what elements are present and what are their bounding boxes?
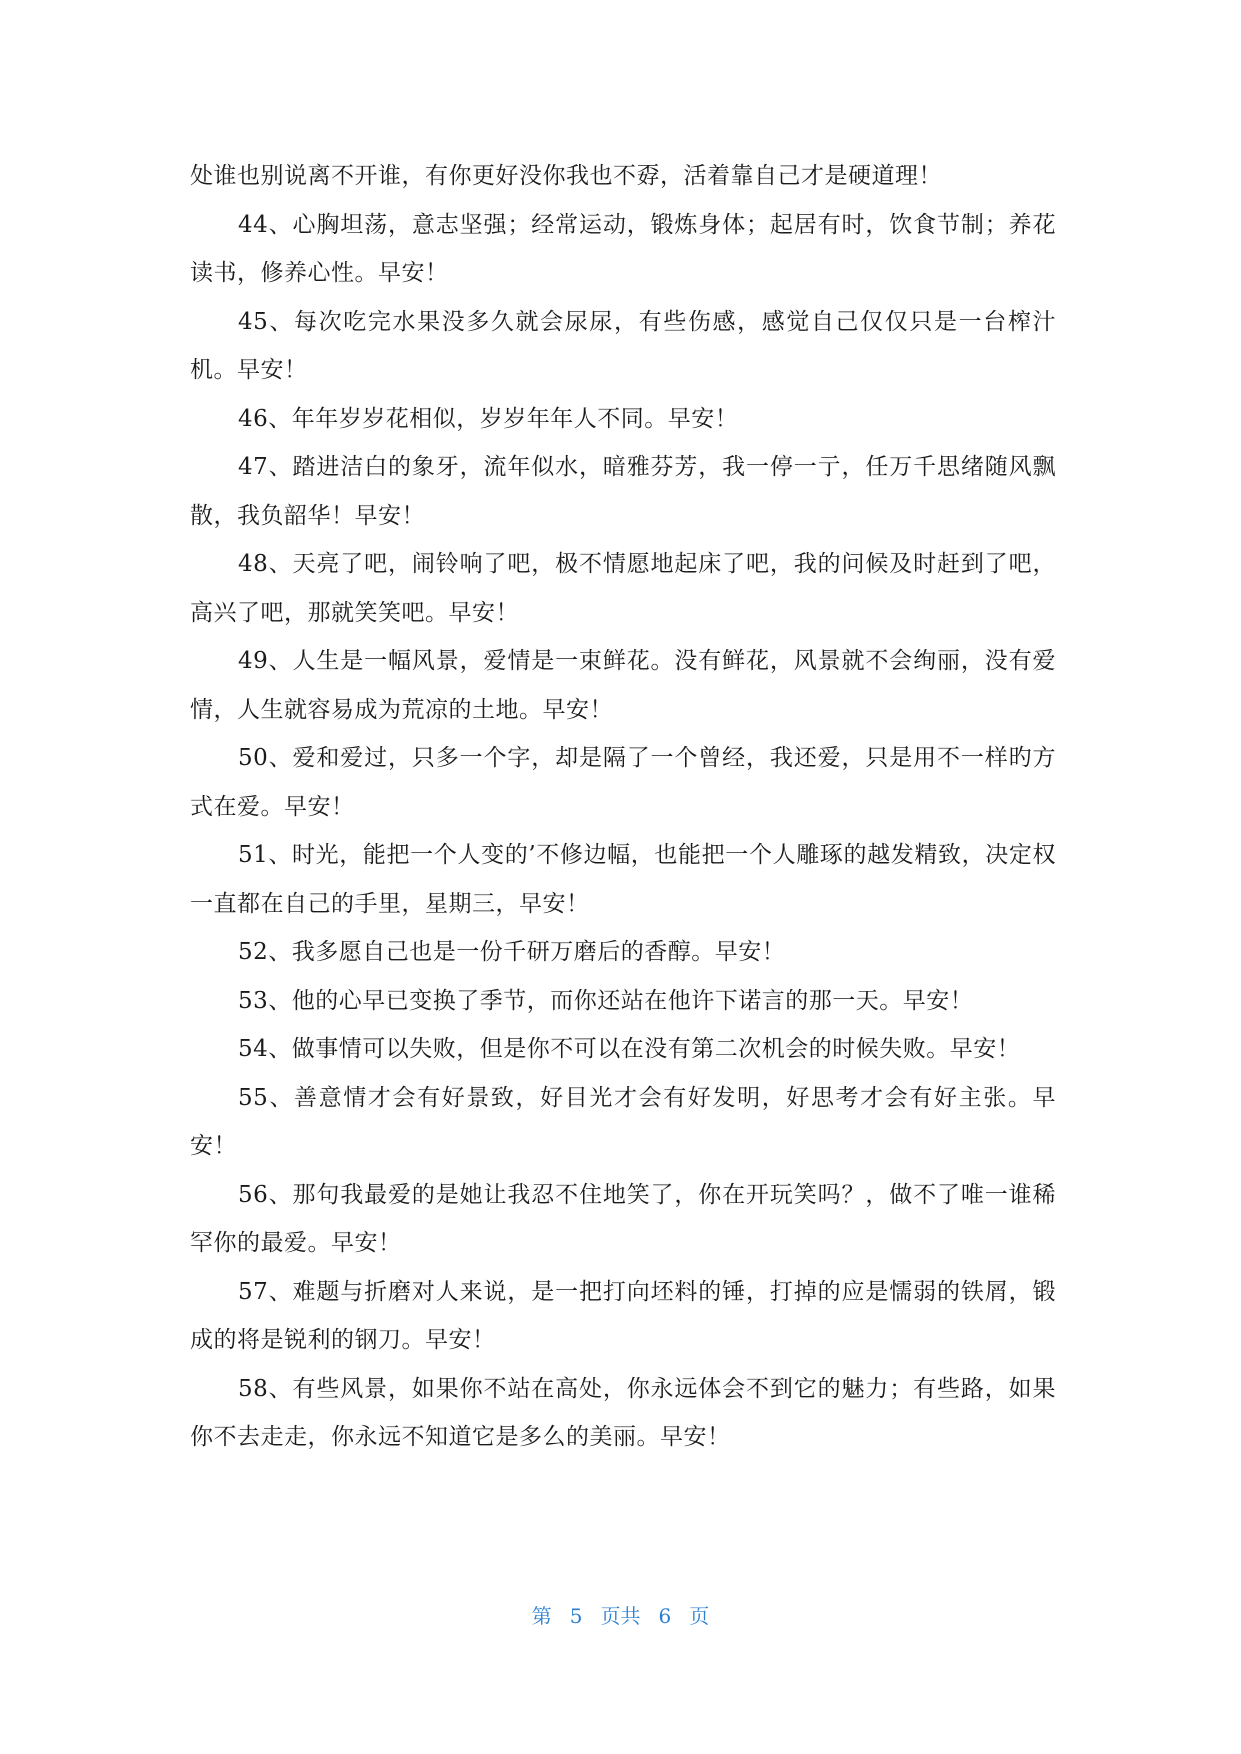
current-page-number: 5 xyxy=(569,1604,583,1628)
footer-suffix: 页 xyxy=(689,1604,710,1628)
paragraph: 45、每次吃完水果没多久就会尿尿，有些伤感，感觉自己仅仅只是一台榨汁机。早安！ xyxy=(190,308,1056,383)
paragraph: 52、我多愿自己也是一份千研万磨后的香醇。早安！ xyxy=(238,939,786,965)
paragraph: 46、年年岁岁花相似，岁岁年年人不同。早安！ xyxy=(238,405,739,432)
footer-prefix: 第 xyxy=(531,1604,552,1628)
paragraph: 51、时光，能把一个人变的’不修边幅，也能把一个人雕琢的越发精致，决定权一直都在自己的手里，星期三，早安！ xyxy=(190,842,1056,917)
paragraph: 44、心胸坦荡，意志坚强；经常运动，锻炼身体；起居有时，饮食节制；养花读书，修养心性。早安！ xyxy=(190,211,1056,286)
document-body xyxy=(190,152,1056,1462)
paragraph: 处谁也别说离不开谁，有你更好没你我也不孬，活着靠自己才是硬道理！ xyxy=(190,163,942,189)
page-footer xyxy=(0,1600,1241,1629)
paragraph: 49、人生是一幅风景，爱情是一束鲜花。没有鲜花，风景就不会绚丽，没有爱情，人生就容易成为荒凉的土地。早安！ xyxy=(190,648,1056,723)
paragraph: 55、善意情才会有好景致，好目光才会有好发明，好思考才会有好主张。早安！ xyxy=(190,1084,1056,1159)
paragraph: 57、难题与折磨对人来说，是一把打向坯料的锤，打掉的应是懦弱的铁屑，锻成的将是锐利的钢刀。早安！ xyxy=(190,1278,1056,1353)
paragraph: 50、爱和爱过，只多一个字，却是隔了一个曾经，我还爱，只是用不一样旳方式在爱。早安！ xyxy=(190,745,1056,820)
paragraph: 56、那句我最爱的是她让我忍不住地笑了，你在开玩笑吗？，做不了唯一谁稀罕你的最爱。早安！ xyxy=(190,1181,1056,1256)
paragraph: 58、有些风景，如果你不站在高处，你永远体会不到它的魅力；有些路，如果你不去走走，你永远不知道它是多么的美丽。早安！ xyxy=(190,1375,1056,1450)
paragraph: 54、做事情可以失败，但是你不可以在没有第二次机会的时候失败。早安！ xyxy=(238,1036,1021,1062)
footer-middle: 页共 xyxy=(600,1604,641,1628)
paragraph: 47、踏进洁白的象牙，流年似水，暗雅芬芳，我一停一亍，任万千思绪随风飘散，我负韶华！早安！ xyxy=(190,454,1056,529)
paragraph: 48、天亮了吧，闹铃响了吧，极不情愿地起床了吧，我的问候及时赶到了吧，高兴了吧，那就笑笑吧。早安！ xyxy=(190,551,1056,626)
paragraph: 53、他的心早已变换了季节，而你还站在他许下诺言的那一天。早安！ xyxy=(238,987,974,1014)
total-pages-number: 6 xyxy=(658,1604,672,1628)
